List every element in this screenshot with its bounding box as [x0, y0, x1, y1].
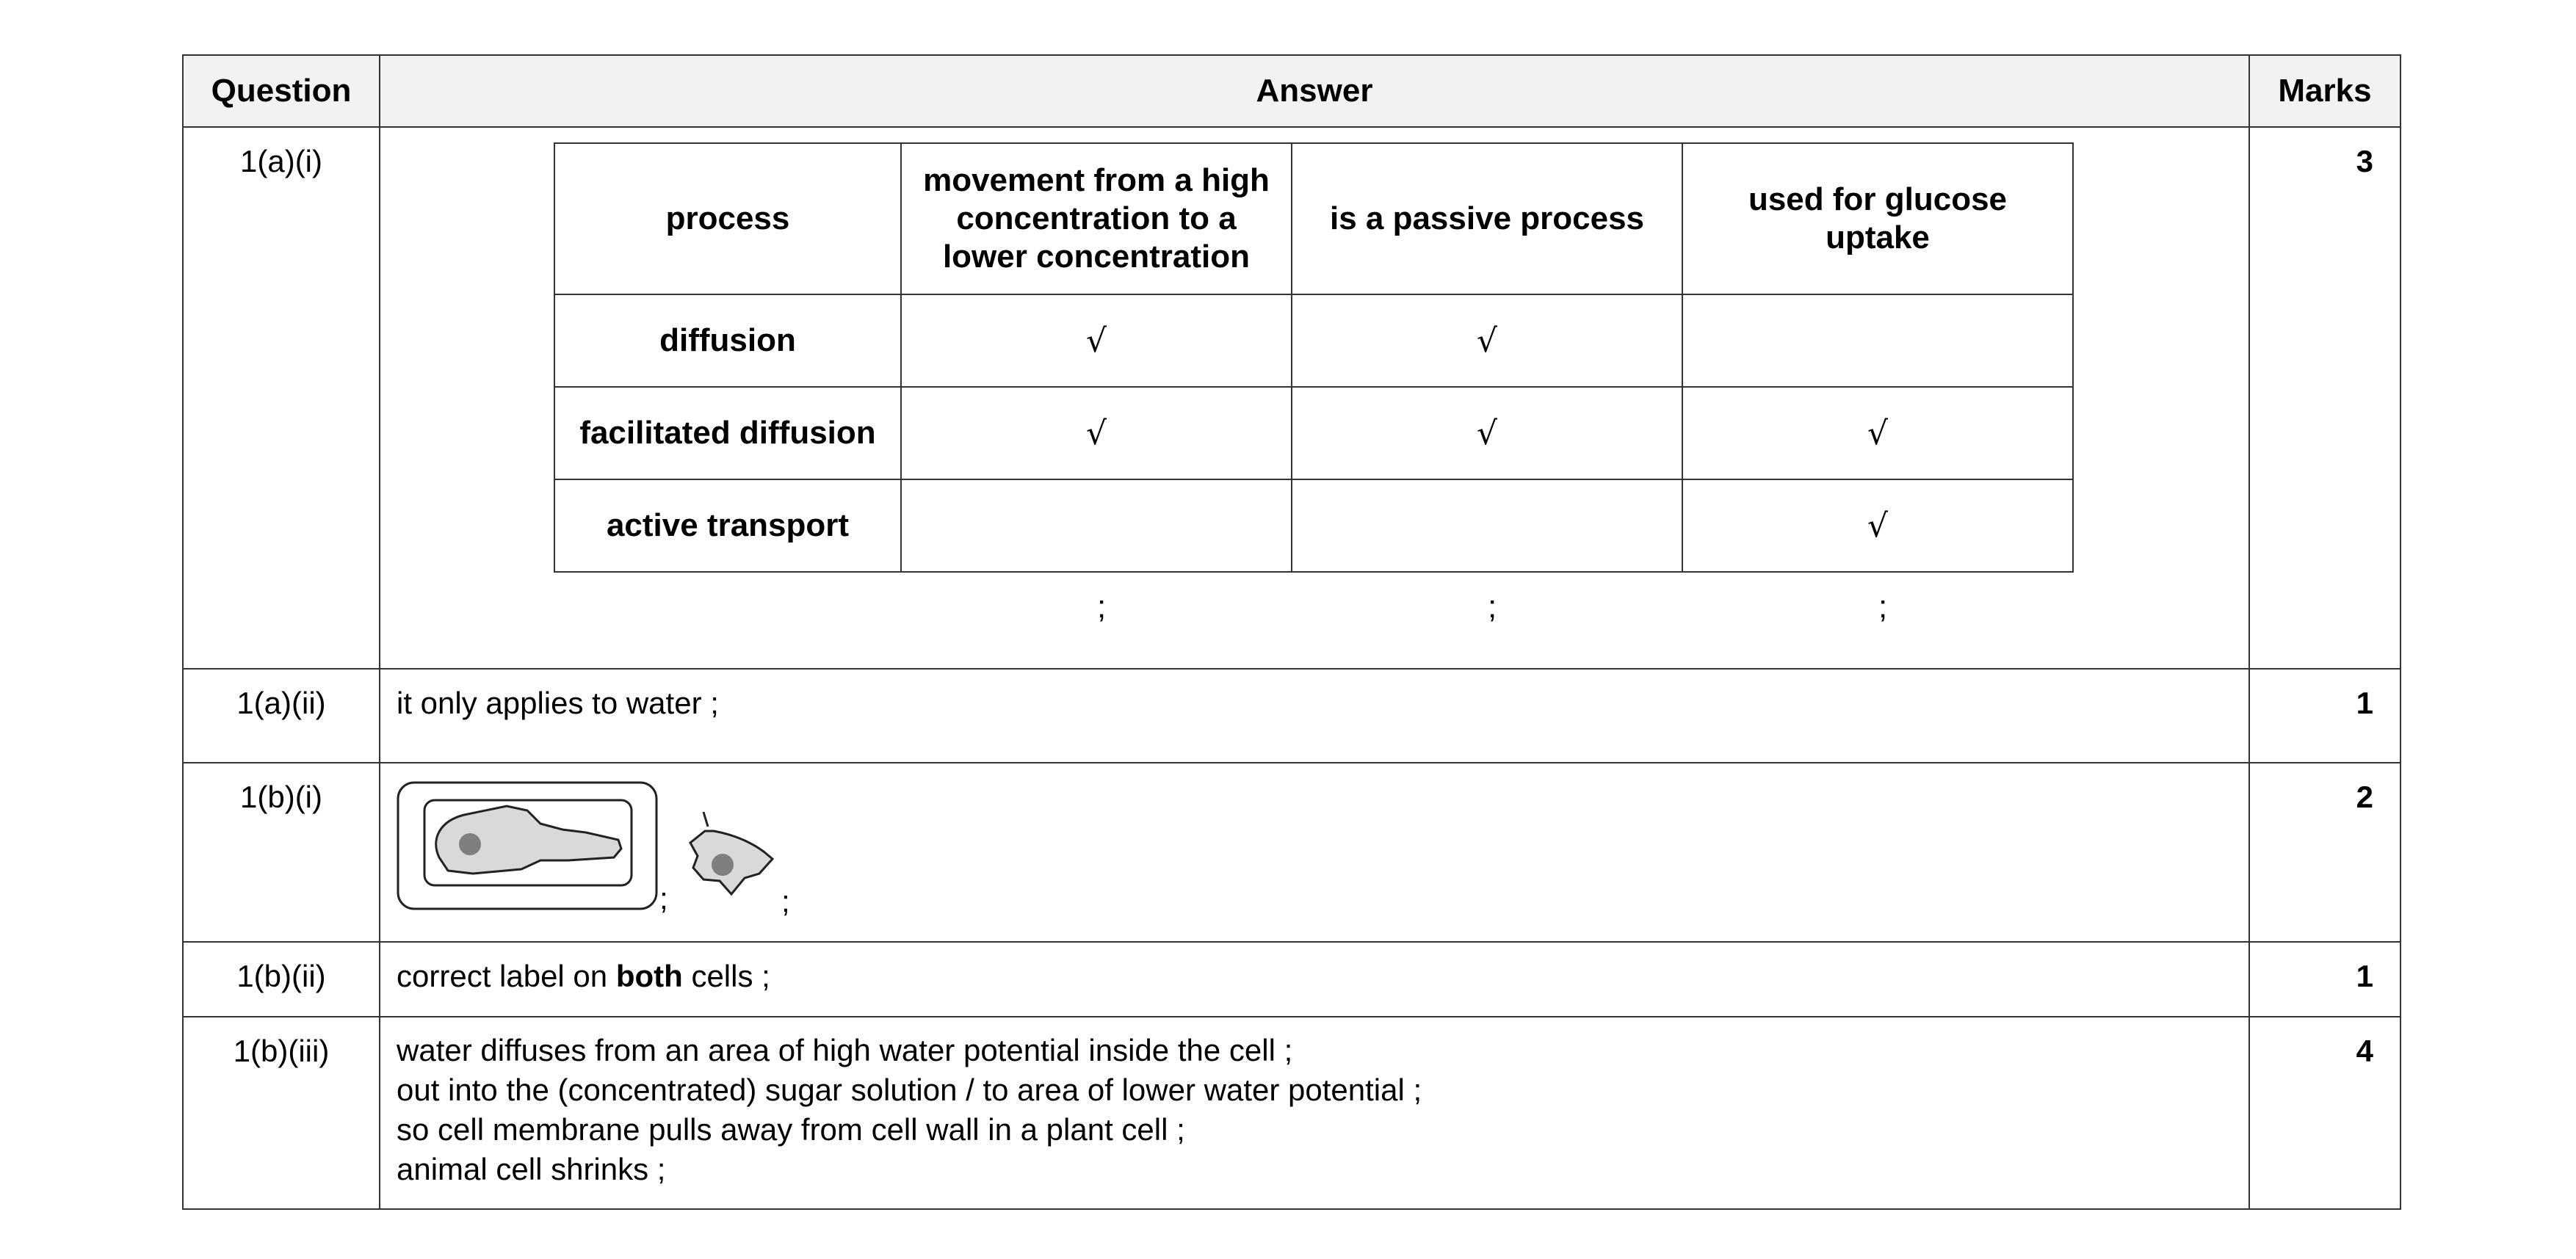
shrunken-animal-cell-diagram — [690, 812, 773, 894]
question-number: 1(b)(ii) — [183, 942, 380, 1017]
tick-mark — [1292, 479, 1682, 572]
tick-mark: √ — [1292, 387, 1682, 479]
table-row — [183, 1017, 2400, 1209]
concentration-header: movement from a high concentration to a lower concentration — [901, 143, 1292, 294]
process-row — [554, 387, 2073, 479]
process-name: diffusion — [554, 294, 901, 387]
tick-mark: √ — [901, 387, 1292, 479]
emphasis-text: both — [615, 959, 683, 993]
glucose-header: used for glucose uptake — [1682, 143, 2073, 294]
answer-text: correct label on — [397, 959, 616, 993]
tick-mark: √ — [1292, 294, 1682, 387]
header-marks: Marks — [2249, 55, 2400, 127]
semicolon: ; — [1097, 589, 1107, 625]
marks-value: 1 — [2249, 669, 2400, 763]
marks-value: 2 — [2249, 763, 2400, 942]
header-answer: Answer — [380, 55, 2249, 127]
tick-mark: √ — [1682, 387, 2073, 479]
marks-value: 1 — [2249, 942, 2400, 1017]
marks-value: 4 — [2249, 1017, 2400, 1209]
answer-line: so cell membrane pulls away from cell wall in a plant cell ; — [397, 1112, 1185, 1147]
table-row — [183, 669, 2400, 763]
semicolon: ; — [1878, 589, 1888, 625]
tick-mark — [1682, 294, 2073, 387]
answer-cell — [380, 1017, 2249, 1209]
marks-value: 3 — [2249, 127, 2400, 669]
cell-diagrams — [397, 778, 808, 925]
tick-mark: √ — [1682, 479, 2073, 572]
answer-line: animal cell shrinks ; — [397, 1152, 666, 1186]
process-table-header — [554, 143, 2073, 294]
mark-scheme-table — [182, 54, 2401, 1210]
table-row — [183, 127, 2400, 669]
process-row — [554, 294, 2073, 387]
header-row — [183, 55, 2400, 127]
process-header: process — [554, 143, 901, 294]
process-name: active transport — [554, 479, 901, 572]
tick-mark — [901, 479, 1292, 572]
answer-text: cells ; — [682, 959, 770, 993]
process-row — [554, 479, 2073, 572]
table-row — [183, 763, 2400, 942]
question-number: 1(b)(i) — [183, 763, 380, 942]
answer-cell — [380, 127, 2249, 669]
question-number: 1(b)(iii) — [183, 1017, 380, 1209]
process-table — [554, 142, 2074, 573]
answer-cell — [380, 942, 2249, 1017]
process-name: facilitated diffusion — [554, 387, 901, 479]
passive-header: is a passive process — [1292, 143, 1682, 294]
question-number: 1(a)(i) — [183, 127, 380, 669]
answer-line: out into the (concentrated) sugar solution / to area of lower water potential ; — [397, 1073, 1422, 1107]
answer-cell — [380, 763, 2249, 942]
answer-line: water diffuses from an area of high water potential inside the cell ; — [397, 1033, 1293, 1067]
semicolon: ; — [659, 881, 668, 915]
table-row — [183, 942, 2400, 1017]
cell-drawings — [397, 778, 2232, 938]
semicolon: ; — [1488, 589, 1497, 625]
header-question: Question — [183, 55, 380, 127]
answer-text: it only applies to water ; — [380, 669, 2249, 763]
semicolon: ; — [781, 884, 790, 918]
column-semicolons — [554, 573, 2072, 668]
tick-mark: √ — [901, 294, 1292, 387]
plasmolysed-plant-cell-diagram — [398, 783, 656, 909]
question-number: 1(a)(ii) — [183, 669, 380, 763]
